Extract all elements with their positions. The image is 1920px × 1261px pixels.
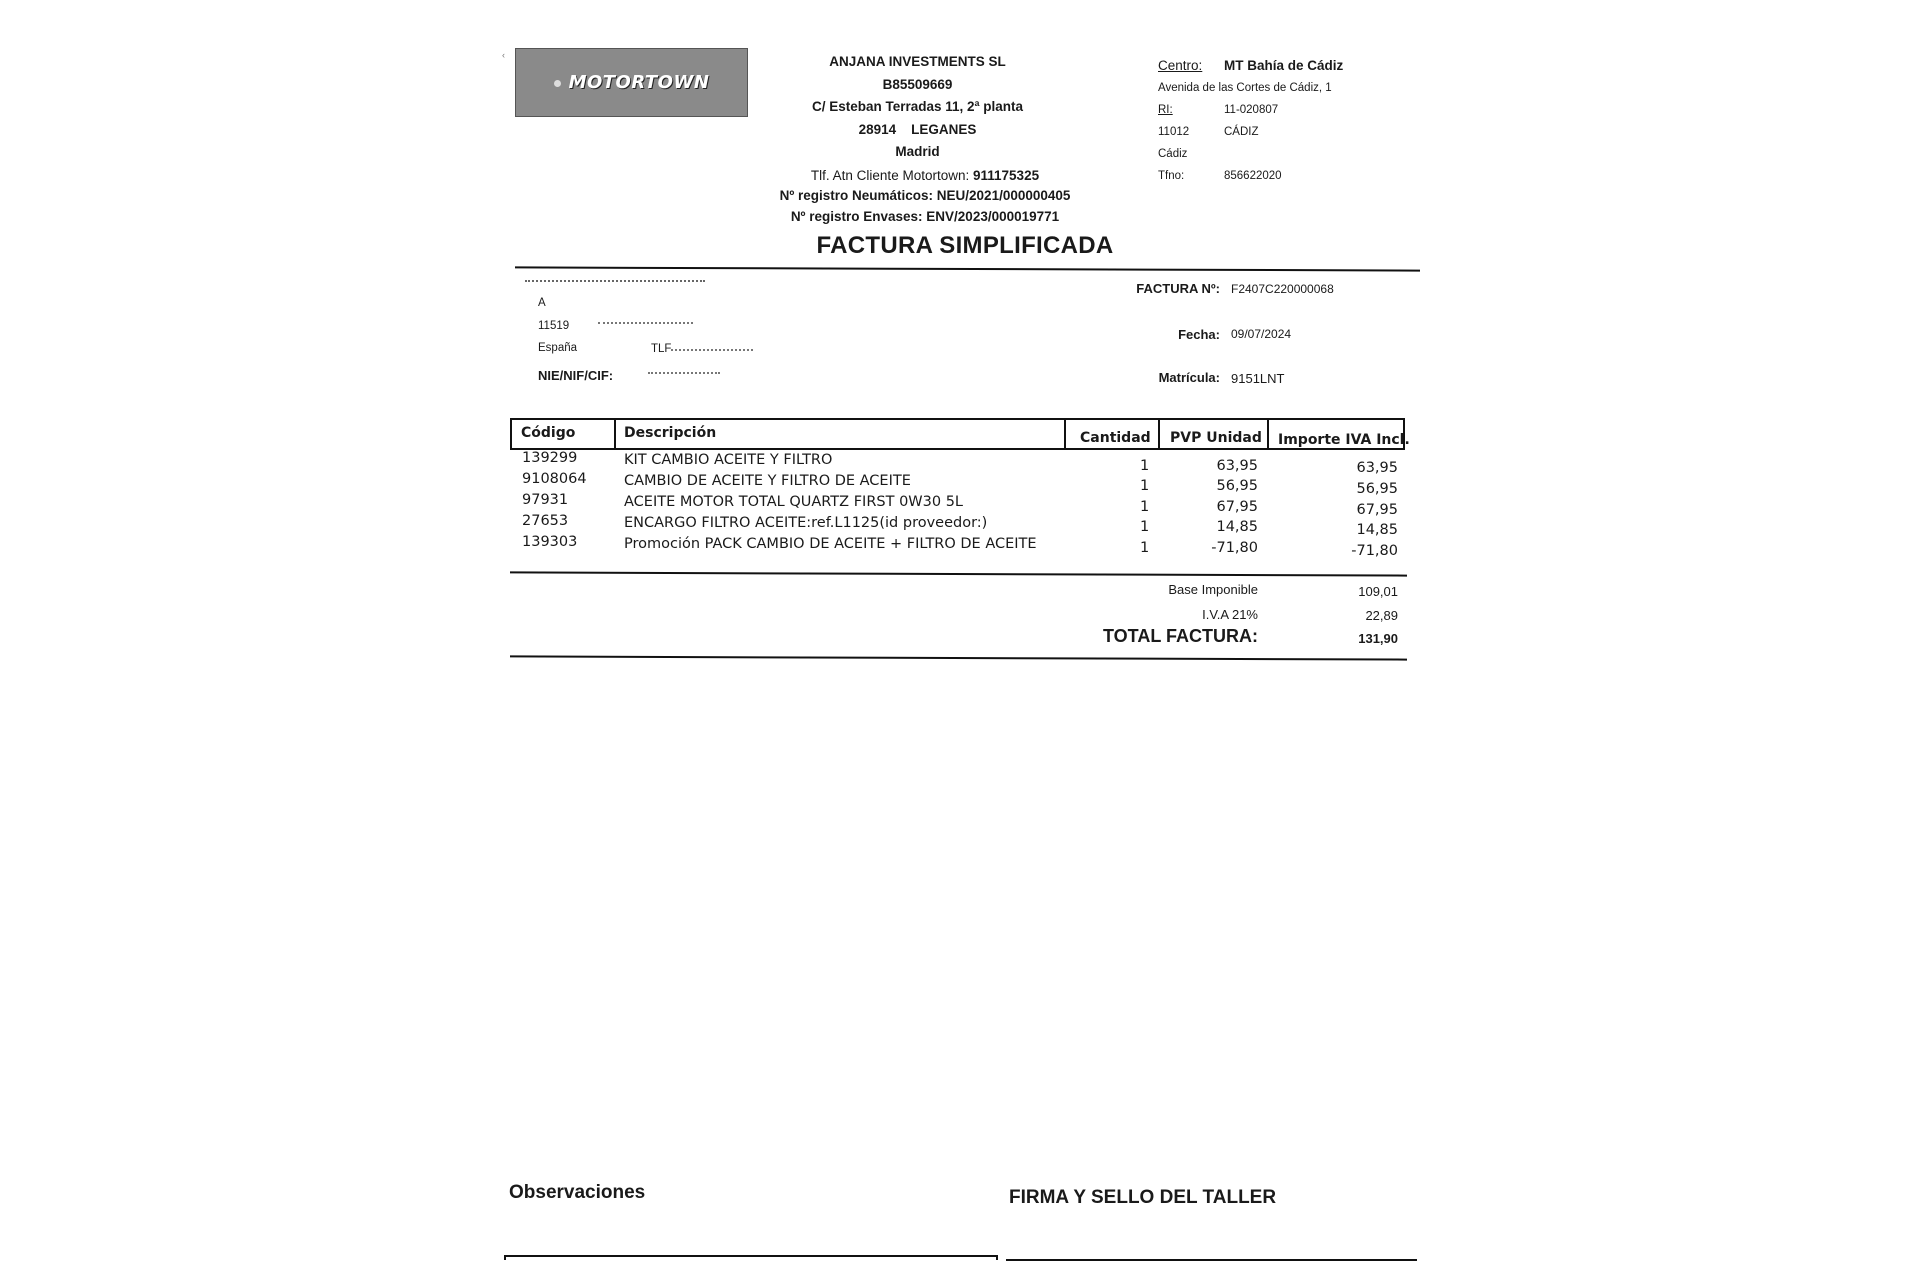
company-street: C/ Esteban Terradas 11, 2ª planta (811, 99, 1024, 114)
row-desc: Promoción PACK CAMBIO DE ACEITE + FILTRO DE ACEITE (624, 536, 1037, 552)
customer-postal: 11519 (538, 320, 570, 332)
motortown-logo (515, 48, 748, 117)
row-code: 97931 (522, 492, 569, 508)
company-tel-value: 911175325 (973, 168, 1040, 183)
row-desc: ACEITE MOTOR TOTAL QUARTZ FIRST 0W30 5L (624, 494, 963, 510)
row-qty: 1 (1140, 458, 1150, 474)
centro-province: Cádiz (1158, 148, 1188, 160)
th-qty: Cantidad (1080, 430, 1151, 446)
company-name: ANJANA INVESTMENTS SL (829, 54, 1006, 69)
row-qty: 1 (1140, 499, 1150, 515)
th-desc: Descripción (624, 425, 717, 441)
customer-tlf-redacted (671, 347, 753, 351)
firma-label: FIRMA Y SELLO DEL TALLER (1009, 1187, 1277, 1208)
company-tel-label: Tlf. Atn Cliente Motortown: (810, 168, 970, 183)
centro-ri-label: RI: (1158, 104, 1173, 116)
customer-line-a: A (538, 297, 546, 309)
table-bottom-rule (510, 571, 1407, 576)
base-value: 109,01 (1358, 584, 1398, 599)
customer-nie-redacted (648, 372, 720, 374)
centro-ri-row (1158, 99, 1343, 121)
scan-mark: ‹ (502, 50, 505, 60)
centro-row (1158, 55, 1343, 77)
col-divider-2 (1064, 418, 1066, 450)
row-desc: KIT CAMBIO ACEITE Y FILTRO (624, 452, 833, 468)
centro-tfno-label: Tfno: (1158, 170, 1185, 182)
row-code: 27653 (522, 513, 569, 529)
observaciones-box (504, 1255, 998, 1260)
invoice-plate: 9151LNT (1231, 371, 1285, 386)
customer-town-redacted (598, 322, 693, 324)
centro-postal: 11012 (1158, 126, 1190, 138)
company-province: Madrid (895, 144, 940, 159)
company-postal: 28914 (858, 121, 897, 137)
company-tel (760, 166, 1090, 186)
th-code: Código (521, 425, 576, 441)
company-header (790, 51, 1045, 164)
total-value: 131,90 (1358, 631, 1398, 646)
centro-name: MT Bahía de Cádiz (1224, 58, 1344, 73)
invoice-number-label: FACTURA Nº: (1136, 281, 1220, 296)
logo-text: MOTORTOWN (568, 72, 710, 93)
invoice-title: FACTURA SIMPLIFICADA (816, 232, 1114, 259)
row-total: 14,85 (1356, 522, 1398, 538)
base-label: Base Imponible (1168, 582, 1258, 597)
th-unit: PVP Unidad (1170, 430, 1262, 446)
row-code: 139299 (522, 450, 578, 466)
total-label: TOTAL FACTURA: (1103, 626, 1258, 646)
company-contact (760, 166, 1090, 227)
centro-tfno-value: 856622020 (1224, 170, 1282, 182)
col-divider-1 (614, 418, 616, 450)
col-divider-4 (1267, 418, 1269, 450)
customer-tlf-label: TLF (651, 343, 672, 355)
row-qty: 1 (1140, 519, 1150, 535)
row-code: 139303 (522, 534, 578, 550)
centro-ri-value: 11-020807 (1224, 104, 1279, 116)
row-unit: 63,95 (1216, 458, 1258, 474)
observaciones-label: Observaciones (509, 1182, 646, 1203)
company-city: LEGANES (911, 121, 977, 137)
th-total: Importe IVA Incl. (1278, 432, 1410, 448)
col-divider-3 (1158, 418, 1160, 450)
company-city-line (790, 119, 1045, 142)
invoice-date: 09/07/2024 (1231, 327, 1292, 341)
company-cif: B85509669 (882, 76, 953, 92)
title-rule (515, 266, 1420, 271)
row-qty: 1 (1140, 540, 1150, 556)
row-total: 67,95 (1356, 502, 1398, 518)
invoice-number: F2407C220000068 (1231, 282, 1334, 296)
invoice-plate-label: Matrícula: (1158, 370, 1220, 385)
row-unit: 14,85 (1216, 519, 1258, 535)
row-desc: CAMBIO DE ACEITE Y FILTRO DE ACEITE (624, 473, 911, 489)
centro-city: CÁDIZ (1224, 126, 1259, 138)
row-unit: -71,80 (1211, 540, 1258, 556)
company-neumaticos: Nº registro Neumáticos: NEU/2021/000000405 (779, 188, 1071, 203)
centro-address: Avenida de las Cortes de Cádiz, 1 (1158, 82, 1332, 94)
row-code: 9108064 (522, 471, 587, 487)
customer-tlf (651, 343, 753, 355)
logo-text-wrap (554, 72, 710, 93)
row-total: -71,80 (1351, 543, 1398, 559)
row-qty: 1 (1140, 478, 1150, 494)
centro-city-row (1158, 121, 1343, 143)
customer-country: España (538, 342, 578, 354)
iva-label: I.V.A 21% (1202, 607, 1258, 622)
company-envases: Nº registro Envases: ENV/2023/000019771 (790, 209, 1060, 224)
iva-value: 22,89 (1365, 608, 1398, 623)
customer-nie-label: NIE/NIF/CIF: (538, 368, 614, 383)
customer-name-redacted (525, 280, 705, 288)
row-desc: ENCARGO FILTRO ACEITE:ref.L1125(id proveedor:) (624, 515, 988, 531)
row-unit: 67,95 (1216, 499, 1258, 515)
centro-tfno-row (1158, 165, 1343, 187)
row-unit: 56,95 (1216, 478, 1258, 494)
logo-dot-icon (554, 80, 561, 87)
totals-bottom-rule (510, 655, 1407, 660)
row-total: 56,95 (1356, 481, 1398, 497)
centro-block (1158, 55, 1343, 187)
invoice-date-label: Fecha: (1178, 327, 1220, 342)
row-total: 63,95 (1356, 460, 1398, 476)
centro-label: Centro: (1158, 58, 1203, 73)
